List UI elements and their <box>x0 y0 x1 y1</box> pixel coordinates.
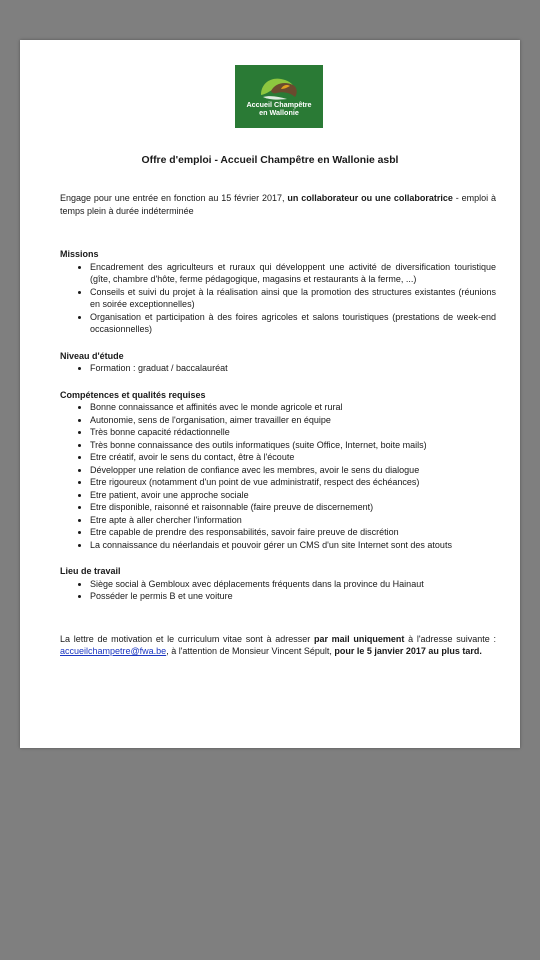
intro-bold: un collaborateur ou une collaboratrice <box>287 193 453 203</box>
closing-text: , à l'attention de Monsieur Vincent Sépult, <box>166 646 335 656</box>
list-item: • Siège social à Gembloux avec déplacements fréquents dans la province du Hainaut <box>90 578 496 591</box>
email-link[interactable]: accueilchampetre@fwa.be <box>60 646 167 656</box>
closing-text: à l'adresse suivante : <box>404 633 497 644</box>
list-item: • Développer une relation de confiance avec les membres, avoir le sens du dialogue <box>90 464 496 477</box>
list-item: • Autonomie, sens de l'organisation, aimer travailler en équipe <box>90 414 496 427</box>
intro-paragraph <box>60 192 496 217</box>
niveau-list <box>60 362 496 375</box>
closing-paragraph <box>60 633 496 658</box>
list-item: • Etre disponible, raisonné et raisonnable (faire preuve de discernement) <box>90 501 496 514</box>
accueil-champetre-logo <box>235 65 323 128</box>
landscape-logo-icon <box>257 73 301 101</box>
document-page <box>20 40 520 748</box>
competences-list <box>60 401 496 551</box>
logo-text <box>235 101 323 118</box>
list-item: • Etre créatif, avoir le sens du contact, être à l'écoute <box>90 451 496 464</box>
section-heading-niveau: Niveau d'étude <box>60 350 124 361</box>
list-item: • Etre apte à aller chercher l'information <box>90 514 496 527</box>
list-item: • Bonne connaissance et affinités avec le monde agricole et rural <box>90 401 496 414</box>
list-item: • Encadrement des agriculteurs et ruraux qui développent une activité de diversification touristique (gîte, chambre d'hôte, ferme pédagogique, magasins et restaurants à la ferme, ...) <box>90 261 496 286</box>
logo-line-1: Accueil Champêtre <box>246 100 312 109</box>
closing-bold-mail: par mail uniquement <box>313 633 405 644</box>
list-item: • La connaissance du néerlandais et pouvoir gérer un CMS d'un site Internet sont des atouts <box>90 539 496 552</box>
section-heading-lieu: Lieu de travail <box>60 566 121 576</box>
logo-line-2: en Wallonie <box>259 108 299 118</box>
intro-text-end: - emploi à temps plein à durée indéterminée <box>60 193 496 216</box>
list-item: • Organisation et participation à des foires agricoles et salons touristiques (prestations de week-end occasionnelles) <box>90 311 496 336</box>
closing-text: La lettre de motivation et le curriculum vitae sont à adresser <box>60 633 314 644</box>
list-item: • Etre rigoureux (notamment d'un point de vue administratif, respect des échéances) <box>90 476 496 489</box>
list-item: • Conseils et suivi du projet à la réalisation ainsi que la promotion des structures existantes (réunions en soirée exceptionnelles) <box>90 286 496 311</box>
document-body <box>60 192 496 658</box>
list-item: • Formation : graduat / baccalauréat <box>90 362 496 375</box>
list-item: • Posséder le permis B et une voiture <box>90 590 496 603</box>
intro-text: Engage pour une entrée en fonction au 15 février 2017, <box>60 193 288 203</box>
closing-bold-deadline: pour le 5 janvier 2017 au plus tard. <box>334 646 482 656</box>
list-item: • Très bonne capacité rédactionnelle <box>90 426 496 439</box>
list-item: • Etre capable de prendre des responsabilités, savoir faire preuve de discrétion <box>90 526 496 539</box>
lieu-list <box>60 578 496 603</box>
page-title: Offre d'emploi - Accueil Champêtre en Wallonie asbl <box>141 155 399 166</box>
section-heading-competences: Compétences et qualités requises <box>60 389 206 400</box>
section-heading-missions: Missions <box>60 249 99 259</box>
list-item: • Très bonne connaissance des outils informatiques (suite Office, Internet, boite mails) <box>90 439 496 452</box>
list-item: • Etre patient, avoir une approche sociale <box>90 489 496 502</box>
missions-list <box>60 261 496 336</box>
